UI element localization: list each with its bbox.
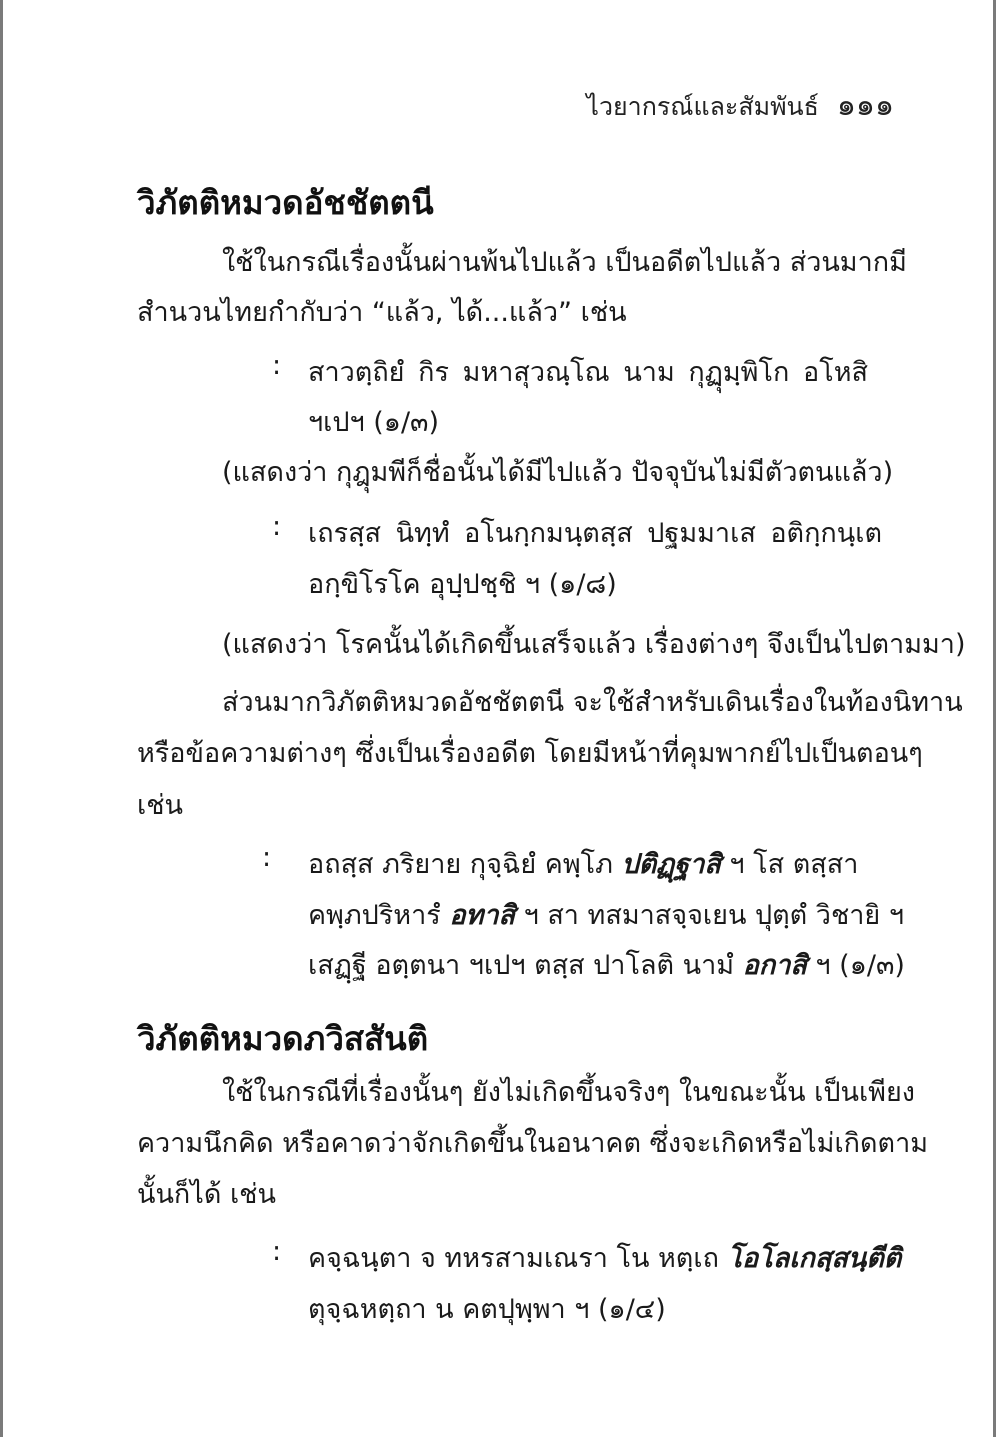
header-title: ไวยากรณ์และสัมพันธ์ bbox=[586, 92, 819, 121]
paragraph-line: หรือข้อความต่างๆ ซึ่งเป็นเรื่องอดีต โดยมีหน้าที่คุมพากย์ไปเป็นตอนๆ bbox=[137, 738, 923, 769]
emphasized-verb: อกาสิ bbox=[742, 950, 807, 981]
section-heading-atitakala: วิภัตติหมวดอัชชัตตนี bbox=[137, 183, 434, 222]
paragraph-line: สำนวนไทยกำกับว่า “แล้ว, ได้...แล้ว” เช่น bbox=[137, 297, 627, 328]
example-line bbox=[308, 842, 858, 885]
example-line: ฯเปฯ (๑/๓) bbox=[308, 407, 440, 438]
emphasized-verb: ปติฏฺฐาสิ bbox=[621, 849, 721, 880]
example-colon: : bbox=[272, 1236, 282, 1267]
text-run: อถสฺส ภริยาย กุจฺฉิยํ คพฺโภ bbox=[308, 849, 622, 880]
emphasized-verb: อทาสิ bbox=[449, 900, 515, 931]
example-colon: : bbox=[262, 842, 272, 873]
note-line: (แสดงว่า โรคนั้นได้เกิดขึ้นเสร็จแล้ว เรื่องต่างๆ จึงเป็นไปตามมา) bbox=[222, 629, 966, 660]
text-run: เสฏฺฐี อตฺตนา ฯเปฯ ตสฺส ปาโลติ นามํ bbox=[308, 950, 743, 981]
paragraph-line: เช่น bbox=[137, 790, 184, 821]
page-number: ๑๑๑ bbox=[836, 88, 894, 123]
example-line: ตุจฺฉหตฺถา น คตปุพฺพา ฯ (๑/๔) bbox=[308, 1294, 666, 1325]
paragraph-line: นั้นก็ได้ เช่น bbox=[137, 1179, 276, 1210]
example-line: อกฺขิโรโค อุปฺปชฺชิ ฯ (๑/๘) bbox=[308, 569, 617, 600]
example-line bbox=[308, 943, 905, 986]
text-run: ฯ (๑/๓) bbox=[806, 950, 905, 981]
text-run: ฯ โส ตสฺสา bbox=[720, 849, 859, 880]
text-run: คจฺฉนฺตา จ ทหรสามเณรา โน หตฺเถ bbox=[308, 1243, 728, 1274]
example-line bbox=[308, 1236, 901, 1279]
note-line: (แสดงว่า กุฎุมพีก็ชื่อนั้นได้มีไปแล้ว ปัจจุบันไม่มีตัวตนแล้ว) bbox=[222, 457, 894, 488]
emphasized-verb: โอโลเกสฺสนฺตีติ bbox=[727, 1243, 902, 1274]
section-heading-future: วิภัตติหมวดภวิสสันติ bbox=[137, 1019, 429, 1058]
example-line: เถรสฺส นิทฺทํ อโนกฺกมนฺตสฺส ปฐมมาเส อติกฺกนฺเต bbox=[308, 518, 882, 549]
example-colon: : bbox=[272, 511, 282, 542]
running-header bbox=[586, 82, 894, 129]
paragraph-line: ใช้ในกรณีที่เรื่องนั้นๆ ยังไม่เกิดขึ้นจริงๆ ในขณะนั้น เป็นเพียง bbox=[222, 1077, 915, 1108]
paragraph-line: ใช้ในกรณีเรื่องนั้นผ่านพ้นไปแล้ว เป็นอดีตไปแล้ว ส่วนมากมี bbox=[222, 247, 907, 278]
text-run: ฯ สา ทสมาสจฺจเยน ปุตฺตํ วิชายิ ฯ bbox=[515, 900, 904, 931]
example-line bbox=[308, 893, 904, 936]
text-run: คพฺภปริหารํ bbox=[308, 900, 450, 931]
example-line: สาวตฺถิยํ กิร มหาสุวณฺโณ นาม กุฏุมฺพิโก อโหสิ bbox=[308, 357, 868, 388]
paragraph-line: ส่วนมากวิภัตติหมวดอัชชัตตนี จะใช้สำหรับเดินเรื่องในท้องนิทาน bbox=[222, 687, 963, 718]
paragraph-line: ความนึกคิด หรือคาดว่าจักเกิดขึ้นในอนาคต ซึ่งจะเกิดหรือไม่เกิดตาม bbox=[137, 1128, 929, 1159]
example-colon: : bbox=[272, 350, 282, 381]
